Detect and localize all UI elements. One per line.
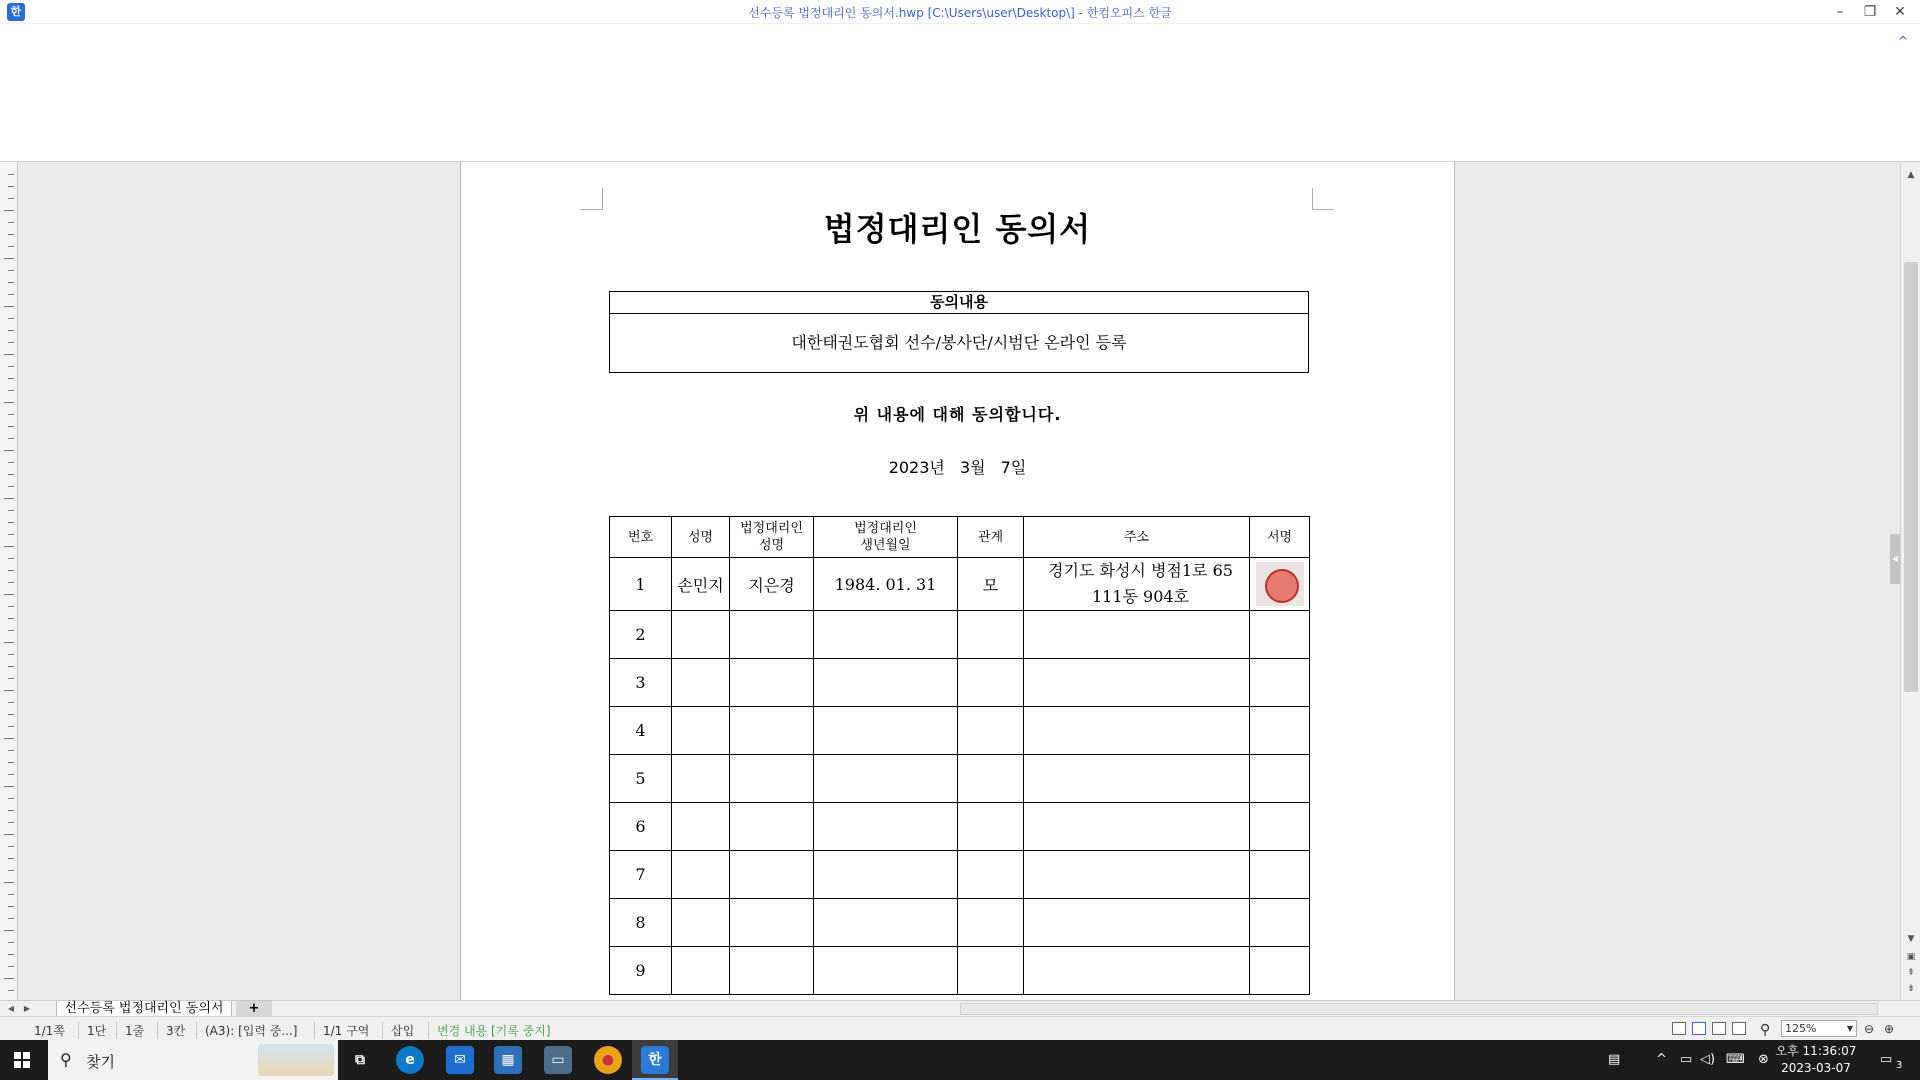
- ruler-tick: [8, 966, 14, 967]
- ruler-tick: [8, 462, 14, 463]
- cell-name[interactable]: [672, 611, 730, 659]
- ruler-tick: [8, 270, 14, 271]
- cell-signature[interactable]: [1250, 659, 1310, 707]
- seal-stamp-icon: [1256, 562, 1304, 606]
- ruler-tick: [8, 318, 14, 319]
- scroll-thumb[interactable]: [1904, 262, 1918, 692]
- zoom-select[interactable]: [1781, 1020, 1857, 1037]
- ruler-tick: [4, 690, 14, 691]
- hwp-taskbar-active[interactable]: [632, 1040, 678, 1080]
- table-row: [610, 755, 1310, 803]
- ruler-tick: [8, 870, 14, 871]
- scroll-down-icon[interactable]: ▼: [1907, 934, 1915, 944]
- cell-guardian-birth[interactable]: [814, 851, 958, 899]
- ruler-tick: [8, 414, 14, 415]
- ruler-tick: [8, 390, 14, 391]
- scroll-up-icon[interactable]: ▲: [1907, 170, 1915, 180]
- header-address: 주소: [1024, 517, 1250, 558]
- address-line-1: 경기도 화성시 병점1로 65: [1048, 561, 1233, 580]
- consent-body: 대한태권도협회 선수/봉사단/시범단 온라인 등록: [791, 333, 1127, 352]
- cell-signature[interactable]: [1250, 707, 1310, 755]
- cell-signature[interactable]: [1250, 558, 1310, 611]
- ribbon-area: [0, 24, 1920, 162]
- cell-number[interactable]: 8: [610, 899, 672, 947]
- cell-name[interactable]: [672, 899, 730, 947]
- cell-address[interactable]: [1024, 755, 1250, 803]
- cell-address[interactable]: [1024, 851, 1250, 899]
- tab-prev-icon[interactable]: ◀: [7, 1004, 15, 1013]
- restore-button[interactable]: ❐: [1863, 4, 1877, 20]
- ruler-tick: [4, 258, 14, 259]
- task-view-icon[interactable]: ⧉: [355, 1052, 365, 1068]
- cell-guardian-birth[interactable]: [814, 659, 958, 707]
- ruler-tick: [8, 918, 14, 919]
- ruler-tick: [8, 750, 14, 751]
- ruler-tick: [8, 234, 14, 235]
- collapse-ribbon-icon[interactable]: ^: [1897, 34, 1908, 48]
- document-tab-bar: [0, 1000, 1920, 1016]
- cell-address[interactable]: [1024, 899, 1250, 947]
- ruler-tick: [8, 222, 14, 223]
- table-row: [610, 558, 1310, 611]
- cell-guardian-birth[interactable]: [814, 707, 958, 755]
- cell-signature[interactable]: [1250, 899, 1310, 947]
- cell-number[interactable]: 7: [610, 851, 672, 899]
- ruler-tick: [8, 294, 14, 295]
- zoom-in-icon[interactable]: ⊕: [1884, 1022, 1895, 1036]
- ruler-tick: [8, 486, 14, 487]
- chevron-down-icon: ▼: [1846, 1024, 1853, 1033]
- cell-address[interactable]: [1024, 803, 1250, 851]
- cell-guardian-name[interactable]: [730, 851, 814, 899]
- cell-relation[interactable]: [958, 899, 1024, 947]
- next-page-icon[interactable]: ⇟: [1907, 984, 1915, 994]
- ruler-tick: [4, 546, 14, 547]
- ruler-tick: [8, 366, 14, 367]
- ruler-tick: [4, 882, 14, 883]
- clock-time: 오후 11:36:07: [1775, 1044, 1857, 1058]
- ruler-tick: [4, 930, 14, 931]
- header-relation: 관계: [958, 517, 1024, 558]
- windows-taskbar: [0, 1040, 1920, 1080]
- ruler-tick: [4, 498, 14, 499]
- add-tab-button[interactable]: +: [236, 1001, 272, 1017]
- search-highlight-image: [258, 1044, 334, 1076]
- table-row: [610, 851, 1310, 899]
- cell-name[interactable]: 손민지: [672, 558, 730, 611]
- taskbar-clock[interactable]: [1768, 1043, 1864, 1077]
- cell-signature[interactable]: [1250, 611, 1310, 659]
- ruler-tick: [4, 834, 14, 835]
- cell-number[interactable]: 6: [610, 803, 672, 851]
- cell-signature[interactable]: [1250, 755, 1310, 803]
- tray-expand-icon[interactable]: ^: [1656, 1052, 1667, 1067]
- cell-relation[interactable]: [958, 947, 1024, 995]
- address-line-2: 111동 904호: [1091, 587, 1190, 606]
- page-view-icon[interactable]: ▣: [1906, 952, 1916, 962]
- cell-signature[interactable]: [1250, 803, 1310, 851]
- cell-address[interactable]: [1024, 659, 1250, 707]
- ruler-tick: [8, 330, 14, 331]
- tab-next-icon[interactable]: ▶: [23, 1004, 31, 1013]
- cell-guardian-name[interactable]: [730, 803, 814, 851]
- ruler-tick: [8, 858, 14, 859]
- ruler-tick: [8, 198, 14, 199]
- cell-name[interactable]: [672, 851, 730, 899]
- notification-icon[interactable]: ▭: [1880, 1052, 1893, 1067]
- ruler-tick: [8, 810, 14, 811]
- ruler-tick: [4, 642, 14, 643]
- ruler-tick: [8, 762, 14, 763]
- cell-guardian-name[interactable]: [730, 659, 814, 707]
- cell-name[interactable]: [672, 947, 730, 995]
- ruler-tick: [8, 702, 14, 703]
- cell-name[interactable]: [672, 659, 730, 707]
- cell-relation[interactable]: [958, 611, 1024, 659]
- header-signature: 서명: [1250, 517, 1310, 558]
- cell-number[interactable]: 4: [610, 707, 672, 755]
- ruler-tick: [8, 666, 14, 667]
- document-workspace: [0, 162, 1920, 1000]
- header-guardian-name: 법정대리인 성명: [730, 517, 814, 558]
- cell-guardian-name[interactable]: 지은경: [730, 558, 814, 611]
- cell-number[interactable]: 2: [610, 611, 672, 659]
- ruler-tick: [8, 618, 14, 619]
- ruler-tick: [8, 990, 14, 991]
- status-col-pos: 3칸: [157, 1022, 185, 1039]
- ruler-tick: [8, 846, 14, 847]
- ruler-tick: [4, 594, 14, 595]
- hwp-taskbar-icon: 한: [641, 1046, 669, 1074]
- cell-guardian-birth[interactable]: [814, 611, 958, 659]
- cell-relation[interactable]: [958, 659, 1024, 707]
- view-normal-icon[interactable]: [1672, 1022, 1686, 1035]
- consent-box: [609, 291, 1309, 373]
- cell-relation[interactable]: [958, 707, 1024, 755]
- cell-guardian-name[interactable]: [730, 947, 814, 995]
- cell-name[interactable]: [672, 803, 730, 851]
- ruler-tick: [8, 378, 14, 379]
- ruler-tick: [8, 522, 14, 523]
- guardian-table: [609, 516, 1310, 995]
- search-placeholder: 찾기: [86, 1053, 115, 1071]
- header-name: 성명: [672, 517, 730, 558]
- cell-number[interactable]: 5: [610, 755, 672, 803]
- title-bar: [0, 0, 1920, 24]
- notification-count: 3: [1896, 1060, 1903, 1071]
- ruler-tick: [4, 402, 14, 403]
- volume-icon[interactable]: ◁): [1700, 1052, 1716, 1067]
- minimize-button[interactable]: –: [1836, 4, 1844, 20]
- edge-browser-icon[interactable]: e: [396, 1046, 424, 1074]
- cell-address[interactable]: [1024, 947, 1250, 995]
- ruler-tick: [8, 678, 14, 679]
- ruler-tick: [8, 342, 14, 343]
- vertical-scrollbar[interactable]: [1900, 162, 1920, 1000]
- ruler-tick: [8, 474, 14, 475]
- ruler-tick: [8, 606, 14, 607]
- cell-address[interactable]: [1024, 558, 1250, 611]
- ruler-tick: [8, 906, 14, 907]
- clock-date: 2023-03-07: [1781, 1061, 1851, 1075]
- ruler-tick: [4, 738, 14, 739]
- horizontal-scrollbar[interactable]: [960, 1003, 1878, 1015]
- ruler-tick: [8, 726, 14, 727]
- ruler-tick: [4, 306, 14, 307]
- cell-address[interactable]: [1024, 707, 1250, 755]
- ruler-tick: [8, 714, 14, 715]
- cell-relation[interactable]: [958, 851, 1024, 899]
- cell-guardian-birth[interactable]: [814, 899, 958, 947]
- status-track-changes[interactable]: 변경 내용 [기록 중지]: [428, 1022, 551, 1039]
- cell-number[interactable]: 1: [610, 558, 672, 611]
- cell-guardian-name[interactable]: [730, 755, 814, 803]
- ruler-tick: [8, 246, 14, 247]
- ruler-tick: [8, 942, 14, 943]
- ruler-tick: [8, 774, 14, 775]
- prev-page-icon[interactable]: ⇞: [1907, 968, 1915, 978]
- ruler-tick: [4, 354, 14, 355]
- ruler-tick: [8, 510, 14, 511]
- ruler-tick: [8, 570, 14, 571]
- view-multi-icon[interactable]: [1712, 1022, 1726, 1035]
- cell-address[interactable]: [1024, 611, 1250, 659]
- search-icon: ⚲: [60, 1050, 72, 1069]
- cell-relation[interactable]: [958, 803, 1024, 851]
- document-title: 법정대리인 동의서: [823, 210, 1092, 248]
- header-number: 번호: [610, 517, 672, 558]
- file-explorer-icon[interactable]: ▭: [544, 1046, 572, 1074]
- cell-guardian-birth[interactable]: [814, 755, 958, 803]
- zoom-out-icon[interactable]: ⊖: [1864, 1022, 1875, 1036]
- table-row: [610, 899, 1310, 947]
- table-row: [610, 947, 1310, 995]
- cell-relation[interactable]: [958, 755, 1024, 803]
- ruler-tick: [4, 210, 14, 211]
- ruler-tick: [8, 534, 14, 535]
- store-icon[interactable]: ▦: [494, 1046, 522, 1074]
- ruler-tick: [8, 174, 14, 175]
- taskbar-search[interactable]: [48, 1040, 338, 1080]
- document-date: 2023년 3월 7일: [888, 458, 1027, 477]
- ruler-tick: [8, 954, 14, 955]
- cell-name[interactable]: [672, 707, 730, 755]
- mail-icon[interactable]: ✉: [446, 1046, 474, 1074]
- cell-number[interactable]: 9: [610, 947, 672, 995]
- close-button[interactable]: ✕: [1894, 4, 1906, 20]
- cell-guardian-birth[interactable]: [814, 947, 958, 995]
- ruler-tick: [8, 654, 14, 655]
- ruler-tick: [8, 630, 14, 631]
- ruler-tick: [8, 186, 14, 187]
- ruler-tick: [8, 558, 14, 559]
- vertical-ruler: [0, 162, 18, 1000]
- status-column: 1단: [78, 1022, 106, 1039]
- network-icon[interactable]: ▭: [1680, 1052, 1693, 1067]
- ruler-tick: [8, 582, 14, 583]
- table-header-row: [610, 517, 1310, 558]
- hwp-app-icon[interactable]: 한: [7, 3, 25, 21]
- ime-status-icon[interactable]: ⊗: [1758, 1052, 1769, 1067]
- status-cell: (A3): [입력 중...]: [196, 1022, 297, 1039]
- status-mode[interactable]: 삽입: [382, 1022, 414, 1039]
- ruler-tick: [8, 426, 14, 427]
- status-section[interactable]: 1/1 구역: [314, 1022, 369, 1039]
- document-page[interactable]: [460, 162, 1455, 1000]
- cell-number[interactable]: 3: [610, 659, 672, 707]
- consent-header: 동의내용: [610, 292, 1308, 314]
- window-title: 선수등록 법정대리인 동의서.hwp [C:\Users\user\Desktop\] - 한컴오피스 한글: [748, 6, 1172, 20]
- table-row: [610, 803, 1310, 851]
- zoom-icon[interactable]: ⚲: [1760, 1022, 1771, 1038]
- cell-guardian-birth[interactable]: [814, 803, 958, 851]
- ruler-tick: [8, 798, 14, 799]
- table-row: [610, 611, 1310, 659]
- view-web-icon[interactable]: [1732, 1022, 1746, 1035]
- cell-guardian-birth[interactable]: 1984. 01. 31: [814, 558, 958, 611]
- status-bar: [0, 1016, 1920, 1040]
- cell-guardian-name[interactable]: [730, 707, 814, 755]
- status-line: 1줄: [116, 1022, 144, 1039]
- ruler-tick: [8, 822, 14, 823]
- header-guardian-birth: 법정대리인 생년월일: [814, 517, 958, 558]
- windows-start-icon[interactable]: [14, 1052, 30, 1068]
- cell-relation[interactable]: 모: [958, 558, 1024, 611]
- cell-guardian-name[interactable]: [730, 611, 814, 659]
- cell-signature[interactable]: [1250, 947, 1310, 995]
- cell-name[interactable]: [672, 755, 730, 803]
- cell-signature[interactable]: [1250, 851, 1310, 899]
- side-panel-handle[interactable]: ◀: [1890, 534, 1900, 584]
- cell-guardian-name[interactable]: [730, 899, 814, 947]
- tab-document[interactable]: 선수등록 법정대리인 동의서: [56, 1001, 232, 1017]
- status-page[interactable]: 1/1쪽: [34, 1024, 65, 1038]
- table-row: [610, 707, 1310, 755]
- ruler-tick: [4, 786, 14, 787]
- agreement-statement: 위 내용에 대해 동의합니다.: [853, 405, 1062, 424]
- table-row: [610, 659, 1310, 707]
- keyboard-layout-icon[interactable]: ▤: [1608, 1052, 1621, 1067]
- ruler-tick: [8, 282, 14, 283]
- view-page-icon[interactable]: [1692, 1022, 1706, 1035]
- zoom-value: 125%: [1785, 1022, 1817, 1035]
- ruler-tick: [8, 894, 14, 895]
- ruler-tick: [4, 450, 14, 451]
- input-method-icon[interactable]: ⌨: [1726, 1052, 1745, 1067]
- ruler-tick: [4, 978, 14, 979]
- chrome-icon[interactable]: ●: [594, 1046, 622, 1074]
- ruler-tick: [8, 438, 14, 439]
